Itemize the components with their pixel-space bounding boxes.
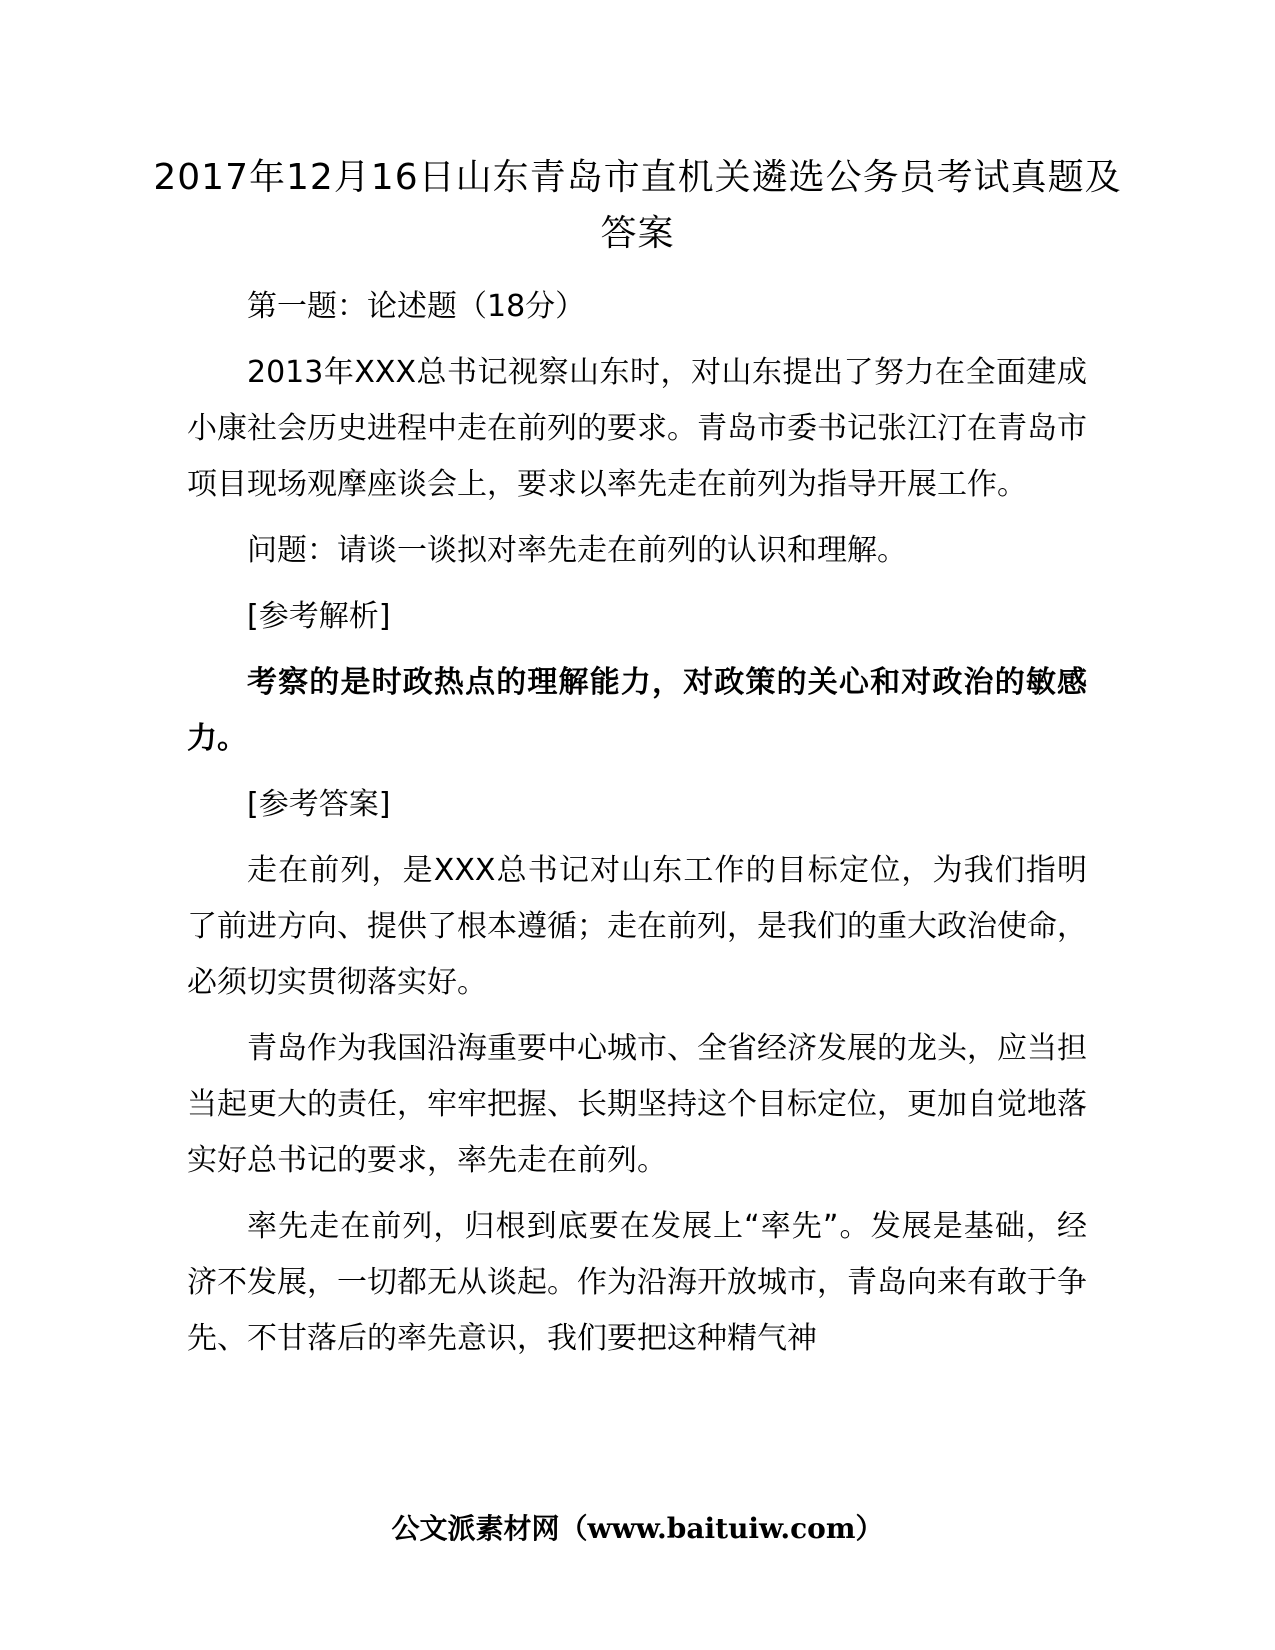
- analysis-heading: [参考解析]: [247, 599, 391, 634]
- document-title: 2017年12月16日山东青岛市直机关遴选公务员考试真题及答案: [153, 157, 1122, 254]
- answer-paragraph-1: 走在前列，是XXX总书记对山东工作的目标定位，为我们指明了前进方向、提供了根本遵循；走在前列，是我们的重大政治使命，必须切实贯彻落实好。: [187, 853, 1087, 1000]
- question-background-paragraph: 2013年XXX总书记视察山东时，对山东提出了努力在全面建成小康社会历史进程中走在前列的要求。青岛市委书记张江汀在青岛市项目现场观摩座谈会上，要求以率先走在前列为指导开展工作。: [187, 355, 1087, 502]
- question-prompt: 问题：请谈一谈拟对率先走在前列的认识和理解。: [247, 533, 907, 568]
- footer-watermark: 公文派素材网（www.baituiw.com）: [391, 1512, 884, 1545]
- question-heading: 第一题：论述题（18分）: [247, 289, 586, 324]
- answer-paragraph-3: 率先走在前列，归根到底要在发展上“率先”。发展是基础，经济不发展，一切都无从谈起。作为沿海开放城市，青岛向来有敢于争先、不甘落后的率先意识，我们要把这种精气神: [187, 1209, 1087, 1356]
- answer-heading: [参考答案]: [247, 787, 391, 822]
- document-body: [187, 279, 1087, 1367]
- answer-paragraph-2: 青岛作为我国沿海重要中心城市、全省经济发展的龙头，应当担当起更大的责任，牢牢把握、长期坚持这个目标定位，更加自觉地落实好总书记的要求，率先走在前列。: [187, 1031, 1087, 1178]
- analysis-paragraph: 考察的是时政热点的理解能力，对政策的关心和对政治的敏感力。: [187, 665, 1087, 756]
